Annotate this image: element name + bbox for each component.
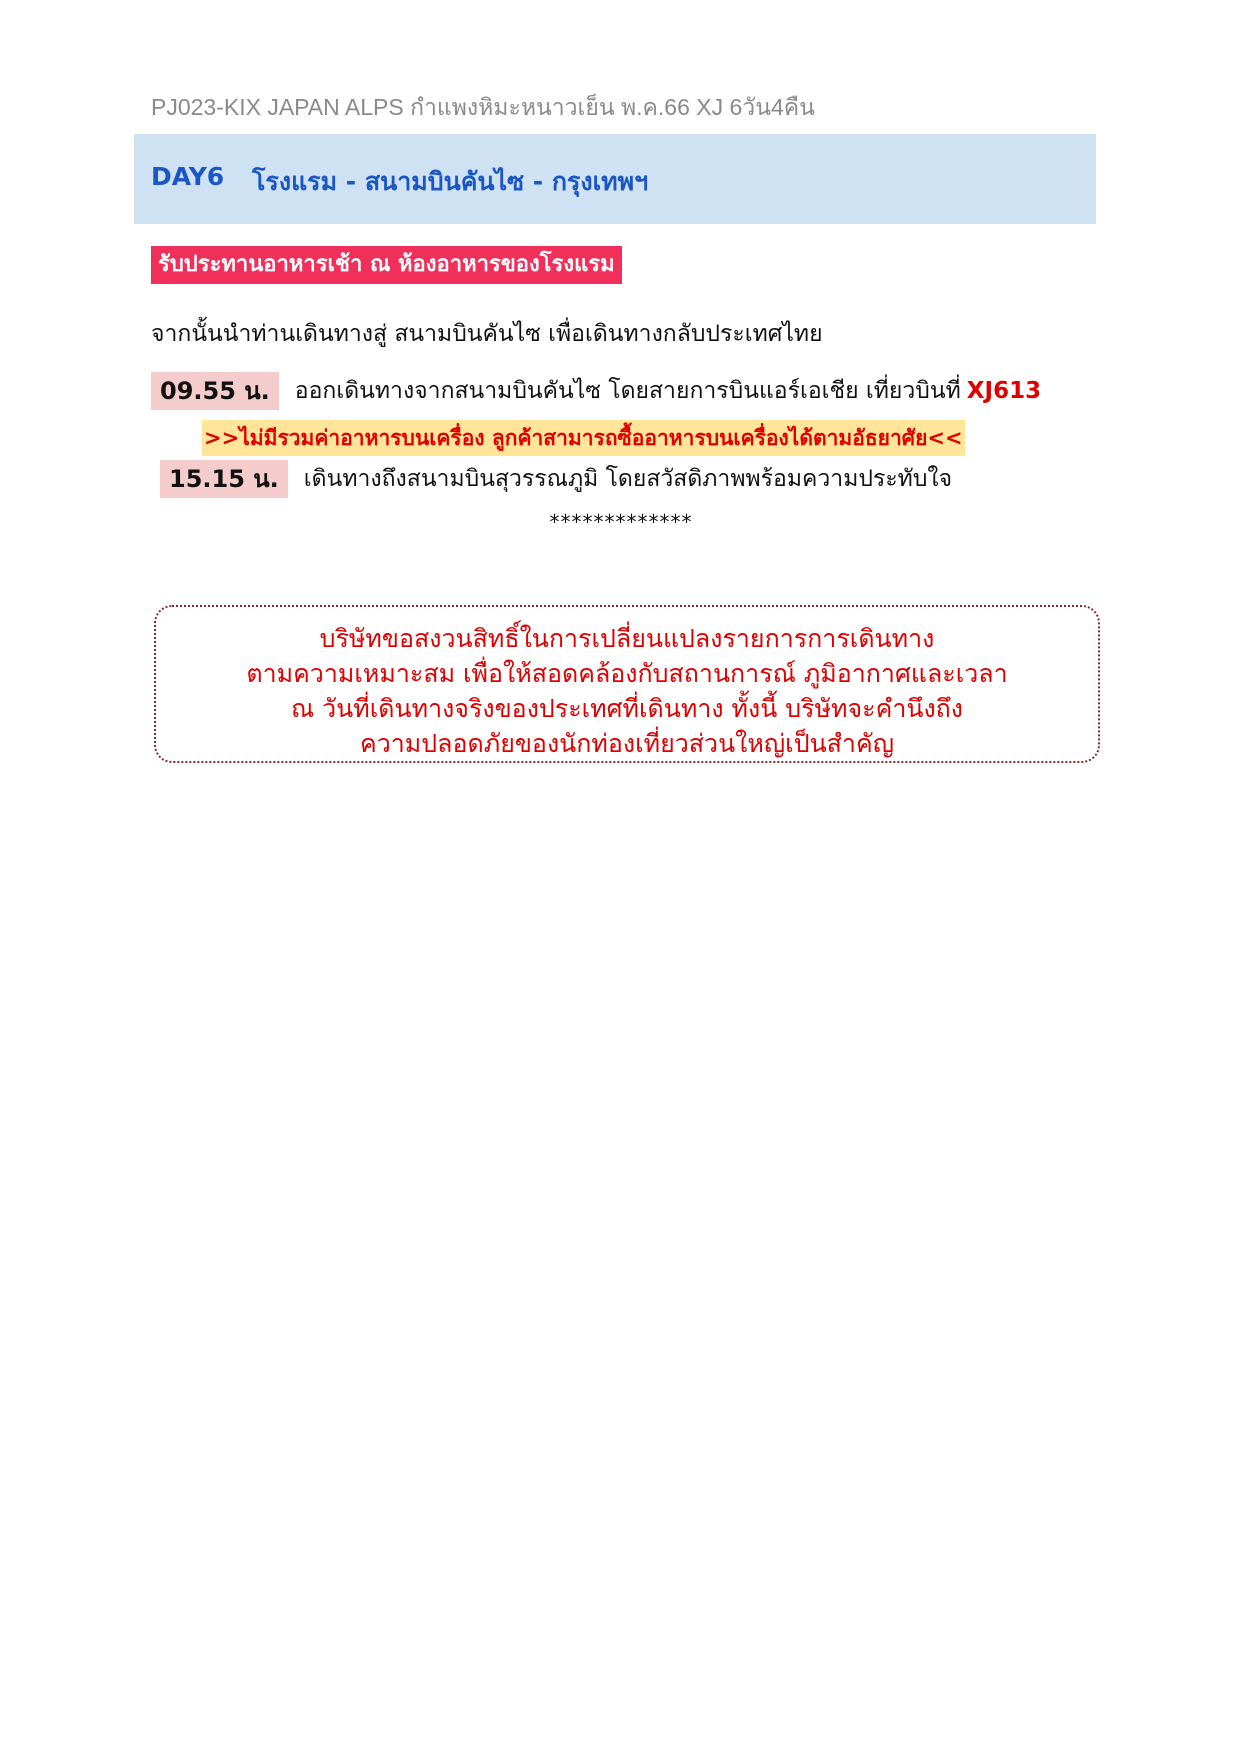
notice-line-2: ตามความเหมาะสม เพื่อให้สอดคล้องกับสถานการณ์ ภูมิอากาศและเวลา bbox=[246, 659, 1008, 688]
meal-note: >>ไม่มีรวมค่าอาหารบนเครื่อง ลูกค้าสามารถซื้ออาหารบนเครื่องได้ตามอัธยาศัย<< bbox=[202, 420, 965, 456]
departure-time-badge: 09.55 น. bbox=[151, 372, 279, 410]
arrival-text: เดินทางถึงสนามบินสุวรรณภูมิ โดยสวัสดิภาพพร้อมความประทับใจ bbox=[303, 466, 953, 492]
notice-line-4: ความปลอดภัยของนักท่องเที่ยวส่วนใหญ่เป็นสำคัญ bbox=[360, 729, 894, 758]
transfer-text: จากนั้นนำท่านเดินทางสู่ สนามบินคันไซ เพื่อเดินทางกลับประเทศไทย bbox=[151, 321, 823, 347]
departure-text bbox=[295, 373, 1041, 409]
notice-box bbox=[154, 605, 1100, 763]
departure-description: ออกเดินทางจากสนามบินคันไซ โดยสายการบินแอร์เอเชีย เที่ยวบินที่ bbox=[294, 378, 961, 404]
departure-row bbox=[151, 372, 1041, 410]
notice-line-1: บริษัทขอสงวนสิทธิ์ในการเปลี่ยนแปลงรายการการเดินทาง bbox=[319, 624, 935, 653]
arrival-time-badge: 15.15 น. bbox=[160, 460, 288, 498]
arrival-row bbox=[160, 460, 952, 498]
notice-line-3: ณ วันที่เดินทางจริงของประเทศที่เดินทาง ทั้งนี้ บริษัทจะคำนึงถึง bbox=[290, 694, 964, 723]
breakfast-highlight: รับประทานอาหารเช้า ณ ห้องอาหารของโรงแรม bbox=[151, 246, 622, 284]
flight-code: XJ613 bbox=[966, 378, 1042, 404]
program-code-title: PJ023-KIX JAPAN ALPS กำแพงหิมะหนาวเย็น พ.ค.66 XJ 6วัน4คืน bbox=[151, 94, 815, 120]
separator-stars: ************* bbox=[549, 510, 693, 534]
day-route: โรงแรม - สนามบินคันไซ - กรุงเทพฯ bbox=[252, 167, 649, 196]
day-banner bbox=[134, 134, 1096, 224]
day-label: DAY6 bbox=[151, 162, 225, 191]
